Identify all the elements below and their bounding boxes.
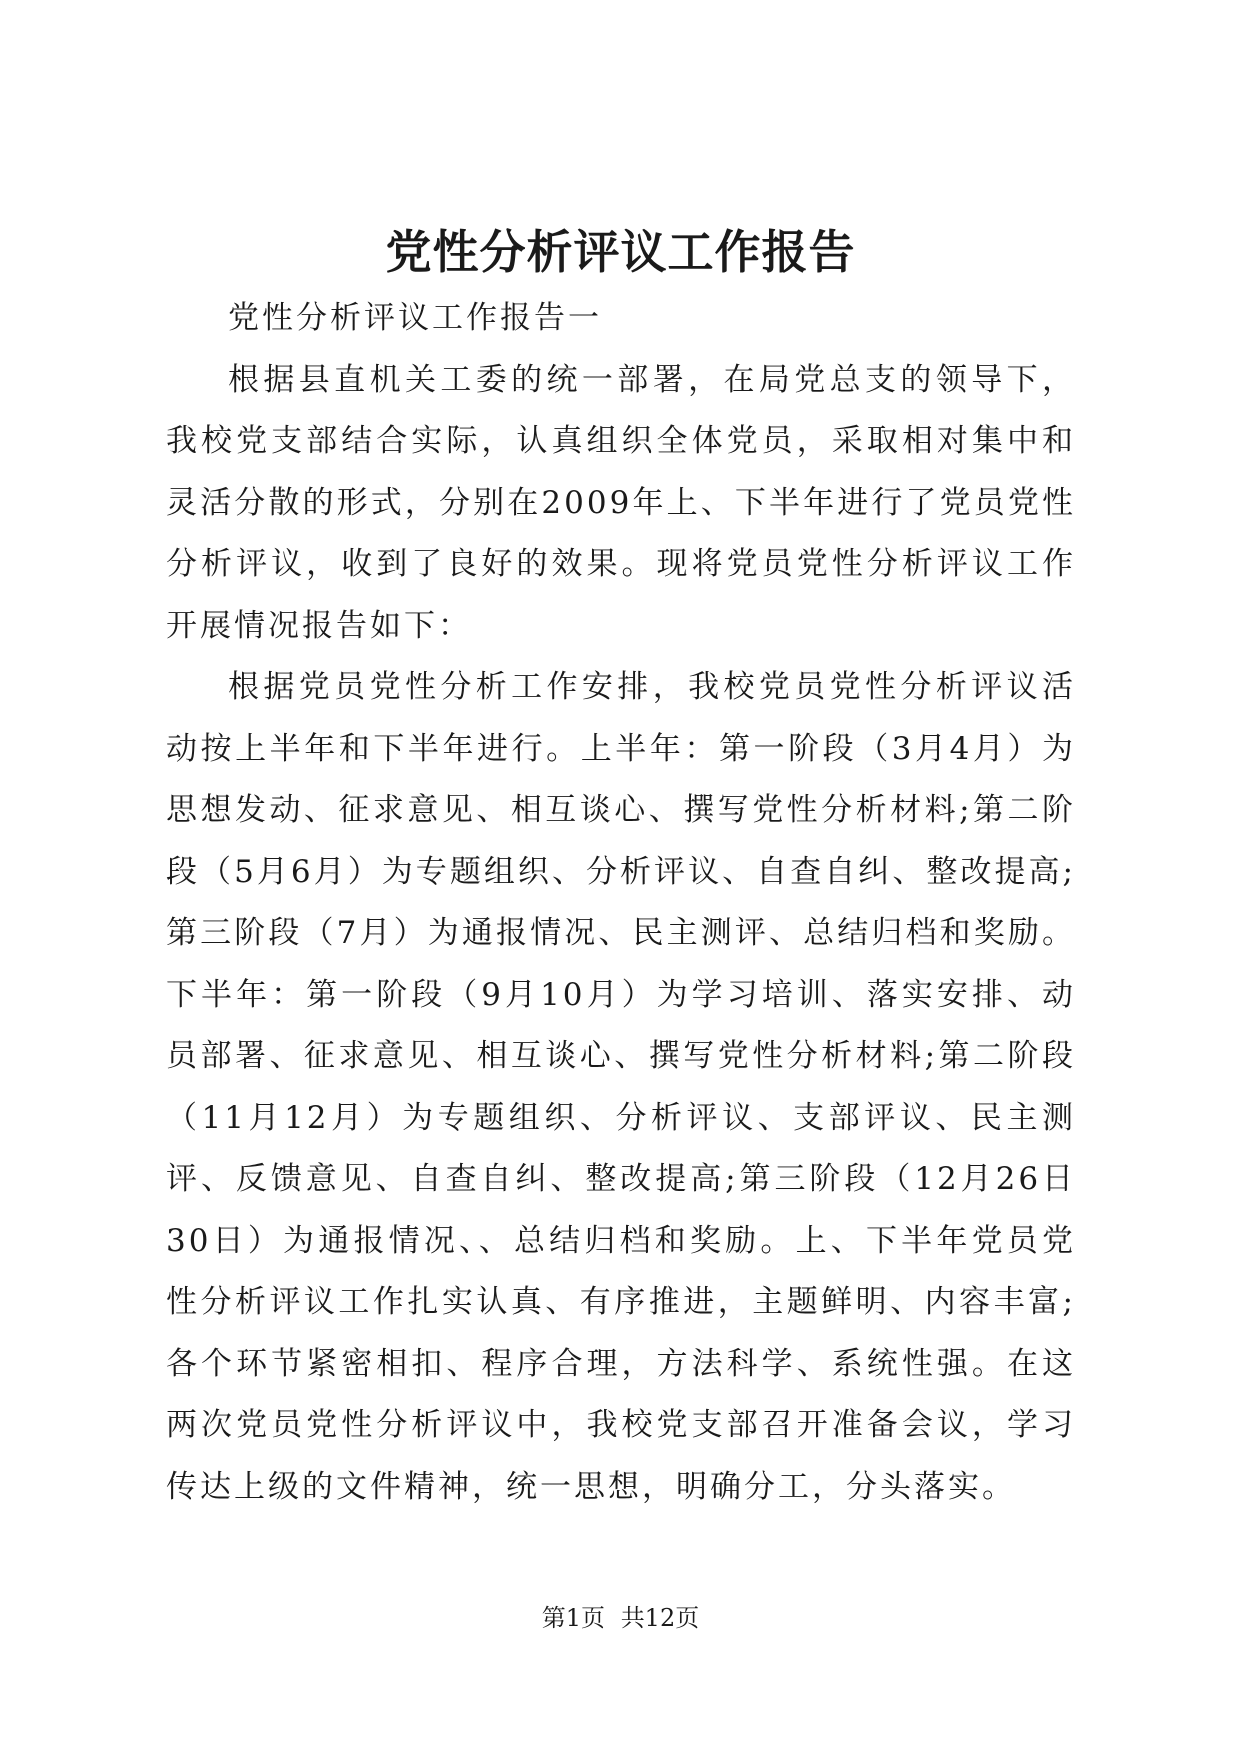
document-body — [166, 288, 1076, 1518]
paragraph-intro: 根据县直机关工委的统一部署，在局党总支的领导下，我校党支部结合实际，认真组织全体党员，采取相对集中和灵活分散的形式，分别在2009年上、下半年进行了党员党性分析评议，收到了良好的效果。现将党员党性分析评议工作开展情况报告如下： — [166, 361, 1076, 644]
paragraph-subtitle: 党性分析评议工作报告一 — [228, 300, 602, 336]
paragraph-schedule: 根据党员党性分析工作安排，我校党员党性分析评议活动按上半年和下半年进行。上半年：第一阶段（3月4月）为思想发动、征求意见、相互谈心、撰写党性分析材料;第二阶段（5月6月）为专题组织、分析评议、自查自纠、整改提高;第三阶段（7月）为通报情况、民主测评、总结归档和奖励。下半年：第一阶段（9月10月）为学习培训、落实安排、动员部署、征求意见、相互谈心、撰写党性分析材料;第二阶段（11月12月）为专题组织、分析评议、支部评议、民主测评、反馈意见、自查自纠、整改提高;第三阶段（12月26日30日）为通报情况、、总结归档和奖励。上、下半年党员党性分析评议工作扎实认真、有序推进，主题鲜明、内容丰富;各个环节紧密相扣、程序合理，方法科学、系统性强。在这两次党员党性分析评议中，我校党支部召开准备会议，学习传达上级的文件精神，统一思想，明确分工，分头落实。 — [166, 669, 1076, 1505]
page-number: 第1页 — [541, 1604, 606, 1632]
document-title: 党性分析评议工作报告 — [385, 225, 856, 279]
page-total: 共12页 — [620, 1604, 700, 1632]
page-footer — [0, 1602, 1241, 1634]
